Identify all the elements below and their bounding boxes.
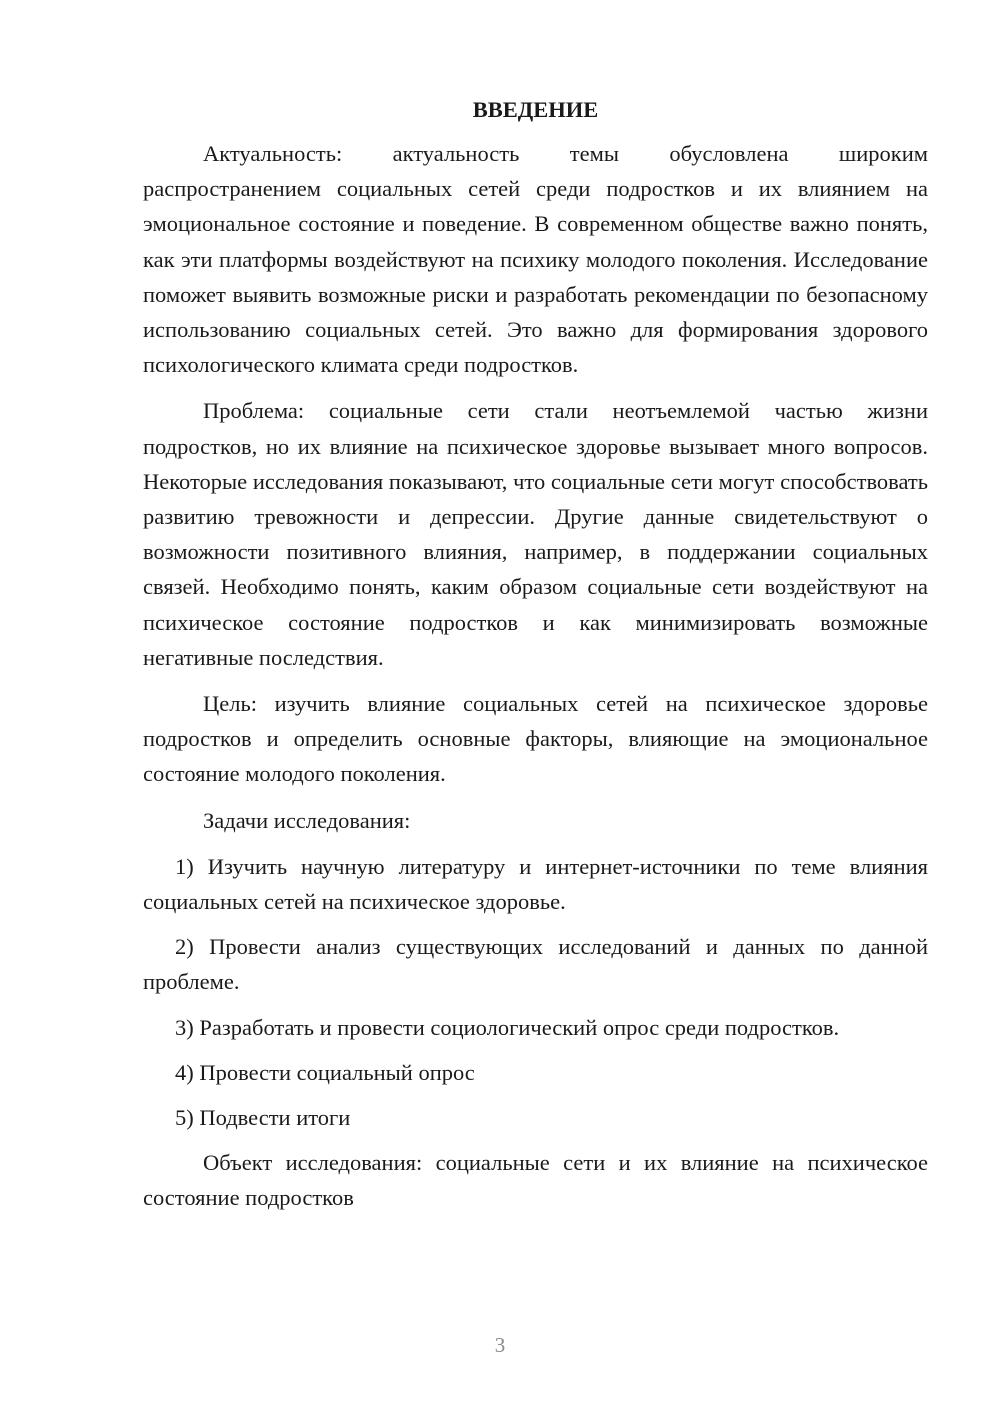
document-page	[143, 90, 928, 1227]
task-item: 3) Разработать и провести социологический опрос среди подростков.	[175, 1014, 840, 1040]
relevance-paragraph: Актуальность: актуальность темы обусловлена широким распространением социальных сетей среди подростков и их влиянием на эмоциональное состояние и поведение. В современном обществе важно понять, как эти платформы воздействуют на психику молодого поколения. Исследование поможет выявить возможные риски и разработать рекомендации по безопасному использованию социальных сетей. Это важно для формирования здорового психологического климата среди подростков.	[143, 141, 928, 378]
problem-paragraph: Проблема: социальные сети стали неотъемлемой частью жизни подростков, но их влияние на психическое здоровье вызывает много вопросов. Некоторые исследования показывают, что социальные сети могут способствовать развитию тревожности и депрессии. Другие данные свидетельствуют о возможности позитивного влияния, например, в поддержании социальных связей. Необходимо понять, каким образом социальные сети воздействуют на психическое состояние подростков и как минимизировать возможные негативные последствия.	[143, 398, 928, 670]
section-title: ВВЕДЕНИЕ	[472, 97, 599, 122]
object-paragraph: Объект исследования: социальные сети и их влияние на психическое состояние подростков	[143, 1150, 928, 1211]
task-item: 5) Подвести итоги	[175, 1105, 351, 1131]
goal-paragraph: Цель: изучить влияние социальных сетей на психическое здоровье подростков и определить основные факторы, влияющие на эмоциональное состояние молодого поколения.	[143, 691, 928, 787]
task-item: 4) Провести социальный опрос	[175, 1059, 475, 1085]
task-item: 1) Изучить научную литературу и интернет-источники по теме влияния социальных сетей на психическое здоровье.	[143, 853, 928, 915]
task-item: 2) Провести анализ существующих исследований и данных по данной проблеме.	[143, 934, 928, 995]
page-number: 3	[494, 1333, 506, 1357]
tasks-heading: Задачи исследования:	[203, 807, 411, 833]
